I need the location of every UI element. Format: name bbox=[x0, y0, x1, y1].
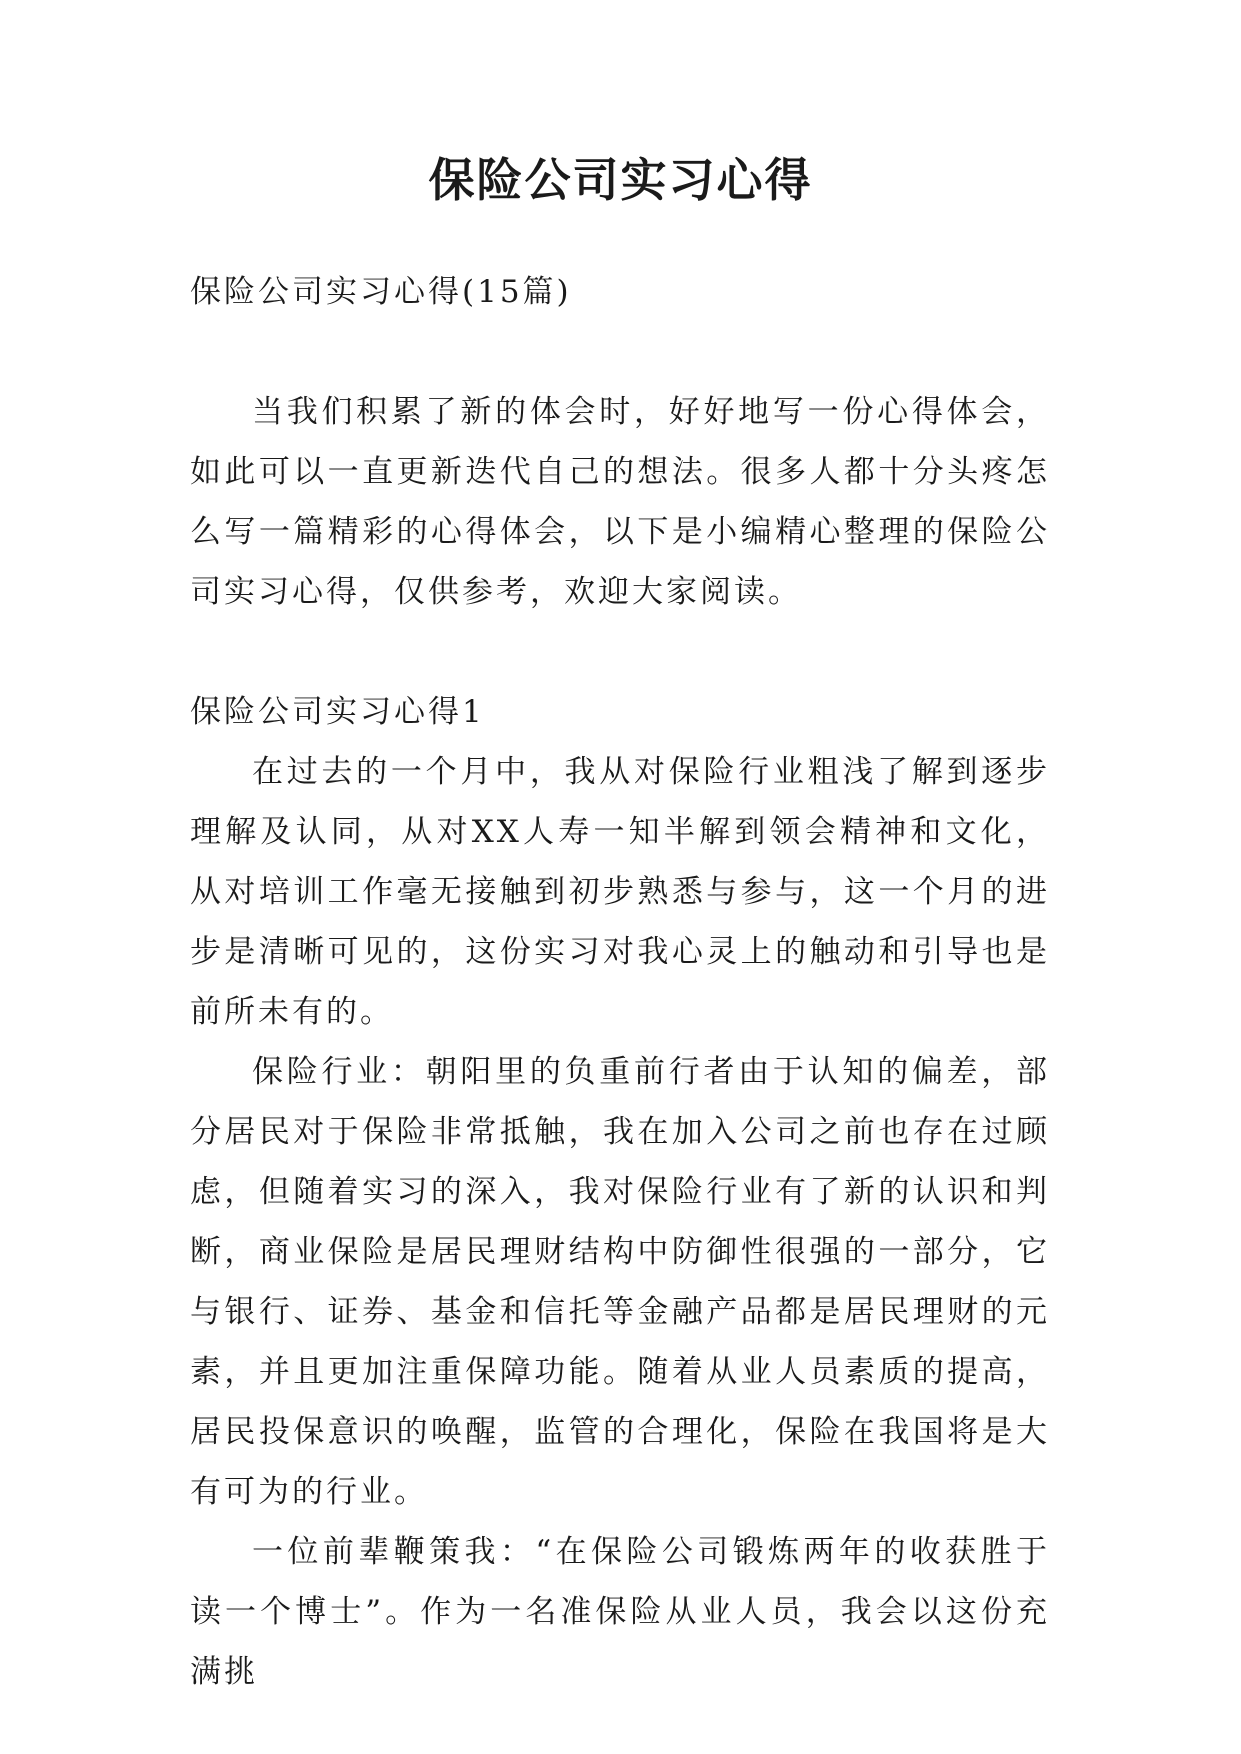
document-body bbox=[190, 262, 1050, 1702]
document-subtitle: 保险公司实习心得(15篇) bbox=[190, 274, 572, 310]
body-paragraph-3: 一位前辈鞭策我：“在保险公司锻炼两年的收获胜于读一个博士”。作为一名准保险从业人员，我会以这份充满挑 bbox=[190, 1534, 1050, 1690]
body-paragraph-2: 保险行业：朝阳里的负重前行者由于认知的偏差，部分居民对于保险非常抵触，我在加入公司之前也存在过顾虑，但随着实习的深入，我对保险行业有了新的认识和判断，商业保险是居民理财结构中防御性很强的一部分，它与银行、证券、基金和信托等金融产品都是居民理财的元素，并且更加注重保障功能。随着从业人员素质的提高，居民投保意识的唤醒，监管的合理化，保险在我国将是大有可为的行业。 bbox=[190, 1054, 1050, 1510]
intro-paragraph: 当我们积累了新的体会时，好好地写一份心得体会，如此可以一直更新迭代自己的想法。很多人都十分头疼怎么写一篇精彩的心得体会，以下是小编精心整理的保险公司实习心得，仅供参考，欢迎大家阅读。 bbox=[190, 394, 1050, 610]
document-title: 保险公司实习心得 bbox=[428, 153, 813, 207]
body-paragraph-1: 在过去的一个月中，我从对保险行业粗浅了解到逐步理解及认同，从对XX人寿一知半解到领会精神和文化，从对培训工作毫无接触到初步熟悉与参与，这一个月的进步是清晰可见的，这份实习对我心灵上的触动和引导也是前所未有的。 bbox=[190, 754, 1050, 1030]
section-heading: 保险公司实习心得1 bbox=[190, 694, 485, 730]
